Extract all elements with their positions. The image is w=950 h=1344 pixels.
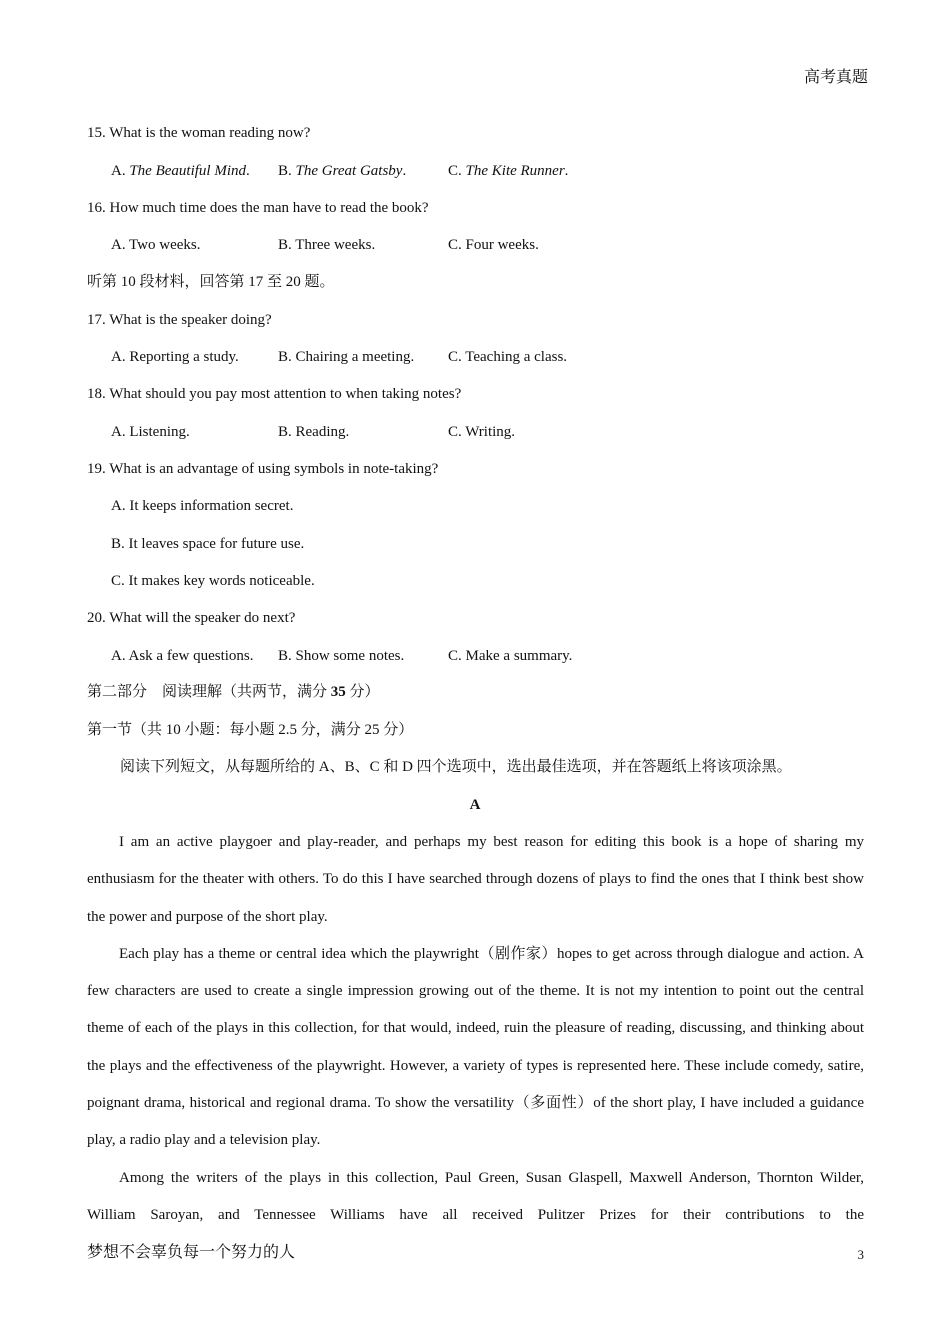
question-17-option-b: B. Chairing a meeting. (278, 349, 415, 365)
passage-label: A (469, 797, 481, 813)
question-17-option-a: A. Reporting a study. (111, 349, 239, 365)
passage-paragraph-3: Among the writers of the plays in this collection, Paul Green, Susan Glaspell, Maxwell Anderson, Thornton Wilder, William Saroyan, and Tennessee Williams have all received Pulitzer Prizes for their contributions to the (87, 1169, 864, 1223)
footer-motto: 梦想不会辜负每一个努力的人 (87, 1244, 296, 1261)
question-16: 16. How much time does the man have to read the book? (87, 200, 429, 216)
part-two-heading: 第二部分 阅读理解（共两节，满分 35 分） (87, 684, 380, 700)
question-18: 18. What should you pay most attention to when taking notes? (87, 386, 462, 402)
question-20: 20. What will the speaker do next? (87, 610, 296, 626)
page-header: 高考真题 (803, 69, 868, 86)
reading-instructions: 阅读下列短文，从每题所给的 A、B、C 和 D 四个选项中，选出最佳选项，并在答题纸上将该项涂黑。 (120, 759, 792, 775)
question-17-option-c: C. Teaching a class. (448, 349, 568, 365)
passage-paragraph-2: Each play has a theme or central idea which the playwright（剧作家）hopes to get across through dialogue and action. A few characters are used to create a single impression growing out of the theme. It is not my intention to point out the central theme of each of the plays in this collection, for that would, indeed, ruin the pleasure of reading, discussing, and thinking about the plays and the effectiveness of the playwright. However, a variety of types is represented here. These include comedy, satire, poignant drama, historical and regional drama. To show the versatility（多面性）of the short play, I have included a guidance play, a radio play and a television play. (87, 945, 864, 1149)
question-15-option-a: A. The Beautiful Mind. (111, 163, 250, 179)
listening-instruction: 听第 10 段材料，回答第 17 至 20 题。 (87, 274, 335, 290)
passage-body (87, 824, 864, 1234)
page-number: 3 (857, 1247, 864, 1262)
question-19: 19. What is an advantage of using symbols in note-taking? (87, 461, 439, 477)
question-15-option-c: C. The Kite Runner. (448, 163, 569, 179)
question-17: 17. What is the speaker doing? (87, 312, 272, 328)
question-20-option-b: B. Show some notes. (278, 648, 405, 664)
question-18-option-b: B. Reading. (278, 424, 350, 440)
question-19-option-a: A. It keeps information secret. (111, 498, 294, 514)
question-18-option-a: A. Listening. (111, 424, 190, 440)
passage-paragraph-1: I am an active playgoer and play-reader, and perhaps my best reason for editing this book is a hope of sharing my enthusiasm for the theater with others. To do this I have searched through dozens of plays to find the ones that I think best show the power and purpose of the short play. (87, 834, 864, 925)
section-one-heading: 第一节（共 10 小题：每小题 2.5 分，满分 25 分） (87, 722, 414, 738)
question-19-option-b: B. It leaves space for future use. (111, 536, 305, 552)
question-16-option-c: C. Four weeks. (448, 237, 539, 253)
question-16-option-a: A. Two weeks. (111, 237, 201, 253)
question-19-option-c: C. It makes key words noticeable. (111, 573, 315, 589)
question-15-option-b: B. The Great Gatsby. (278, 163, 407, 179)
question-20-option-a: A. Ask a few questions. (111, 648, 254, 664)
question-20-option-c: C. Make a summary. (448, 648, 573, 664)
question-15: 15. What is the woman reading now? (87, 125, 311, 141)
question-16-option-b: B. Three weeks. (278, 237, 376, 253)
question-18-option-c: C. Writing. (448, 424, 516, 440)
